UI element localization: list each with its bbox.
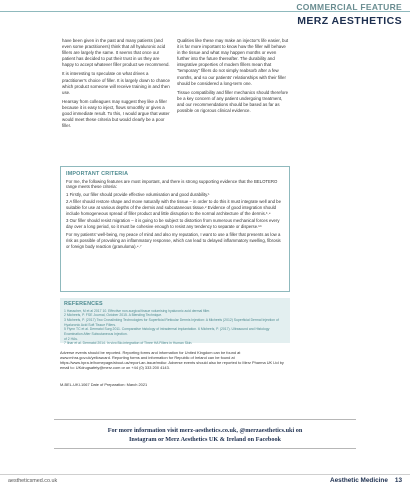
section-kicker: COMMERCIAL FEATURE: [296, 2, 402, 12]
reference-item: 5 Flynn TC et al. Dermatol Surg 2011. Comparative histology of intradermal implantation. 6 Micheels, P. (2017). Ultrasound and Histology Examination After Subcutaneous Injection.: [64, 327, 270, 337]
criteria-paragraph: 1 Firstly, our filler should provide effective volumisation and good durability.¹: [66, 191, 210, 197]
criteria-paragraph: For me, the following features are most important, and there is strong supporting evidence that the BELOTERO range meets these criteria:: [66, 178, 278, 190]
paragraph: Qualities like these may make an injector's life easier, but it is far more important to know how the filler will behave in the tissue and what may happen months or even further into the future thereafter. The durability and integrative properties of modern fillers mean that "temporary" fillers do not simply reabsorb after a few months, and so our patients' relationships with their filler should be considered a long-term one.: [177, 38, 289, 86]
footer-publication: [330, 477, 402, 484]
cta-line: Instagram or Merz Aesthetics UK & Ireland on Facebook: [128, 435, 282, 443]
paragraph: It is interesting to speculate on what drives a practitioner's choice of filler. It is largely down to chance which product someone will receive training in and then use.: [62, 71, 170, 95]
footer-site: aestheticsmed.co.uk: [8, 478, 58, 484]
cta-rule-top: [54, 419, 356, 420]
references-box: [60, 298, 290, 346]
publication-name: Aesthetic Medicine: [330, 477, 388, 484]
page-number: 13: [394, 477, 402, 484]
criteria-paragraph: 2 A filler should restore shape and move naturally with the tissue – in order to do this it must integrate well and be suitable for use at various depths of the dermis and subcutaneous tissue.² Evidence of good integration should include homogeneous spread of filler product and little disruption to the normal architecture of the dermis.³˒⁴: [66, 199, 281, 217]
reference-item: 1 Hasscher, M et al 2017 10. Effective non-surgical tissue volumising hyaluronic acid dermal filler.: [64, 308, 210, 313]
reference-item: of 2 HAs.: [64, 336, 78, 341]
reference-item: 7 Ilnar et al. Dermatol 2014. In vivo Bio-integration of Three HA Fillers in Human Skin.: [64, 341, 193, 346]
cta-rule-bottom: [54, 448, 356, 449]
criteria-paragraph: 3 Our filler should resist migration – it is going to be subject to distortion from numerous mechanical forces every day over a long period, so it must be cohesive enough to resist any tendency to separate or disperse.⁵⁶: [66, 218, 280, 230]
paragraph: Hearsay from colleagues may suggest they like a filler because it is easy to inject, flows smoothly or gives a good immediate result. To this, I would argue that water would meet these criteria but would clearly be a poor filler.: [62, 98, 170, 129]
references-title: REFERENCES: [64, 301, 103, 307]
brand-title: MERZ AESTHETICS: [297, 15, 402, 27]
article-column-right: [177, 38, 289, 117]
reference-item: 2 Micheels, P. FSE Journal, October 2015. A Blending Technique.: [64, 313, 163, 318]
paragraph: have been given in the past and many patients (and even some practitioners) think that all hyaluronic acid fillers are largely the same. It seems that once our patient has decided to put their trust in us they are happy to accept whatever filler product we recommend.: [62, 38, 170, 68]
criteria-paragraph: For my patients' well-being, my peace of mind and also my reputation, I want to use a filler that presents as low a risk as possible of provoking an inflammatory response, which can lead to delayed inflammatory swelling, fibrosis or foreign body reaction (granuloma).⁴˒⁷: [66, 231, 281, 249]
cta-line: For more information visit merz-aesthetics.co.uk, @merzaesthetics.uki on: [107, 427, 303, 434]
document-code: M-BEL-UKI-1067 Date of Preparation: March 2021: [60, 382, 148, 387]
paragraph: Tissue compatibility and filler mechanics should therefore be a key concern of any patient undergoing treatment, and our recommendations should be based as far as possible on rigorous clinical evidence.: [177, 89, 289, 114]
more-information-cta: [54, 427, 356, 445]
criteria-title: IMPORTANT CRITERIA: [66, 171, 129, 177]
reference-item: 3 Micheels, P. (2017) Two Crosslinking Technologies for Superficial Reticular Dermis Injection: A Micheels (2012) Superficial Dermal Injection of Hyaluronic Acid Soft Tissue Fillers.: [64, 317, 279, 327]
footer-rule: [0, 474, 410, 475]
references-list: [64, 309, 286, 347]
article-column-left: [62, 38, 171, 132]
adverse-events-notice: Adverse events should be reported. Reporting forms and information for United Kingdom can be found at www.mhra.gov.uk/yellowcard. Reporting forms and information for Republic of Ireland can be found at https://www.hpra.ie/homepage/about-us/report-an-issue/mdiur. Adverse events should also be reported to Merz Pharma UK Ltd by email to: UKdrugsafety@merz.com or on +44 (0) 333 200 4143.: [60, 350, 284, 371]
criteria-body: [66, 179, 284, 250]
important-criteria-box: [60, 166, 290, 292]
